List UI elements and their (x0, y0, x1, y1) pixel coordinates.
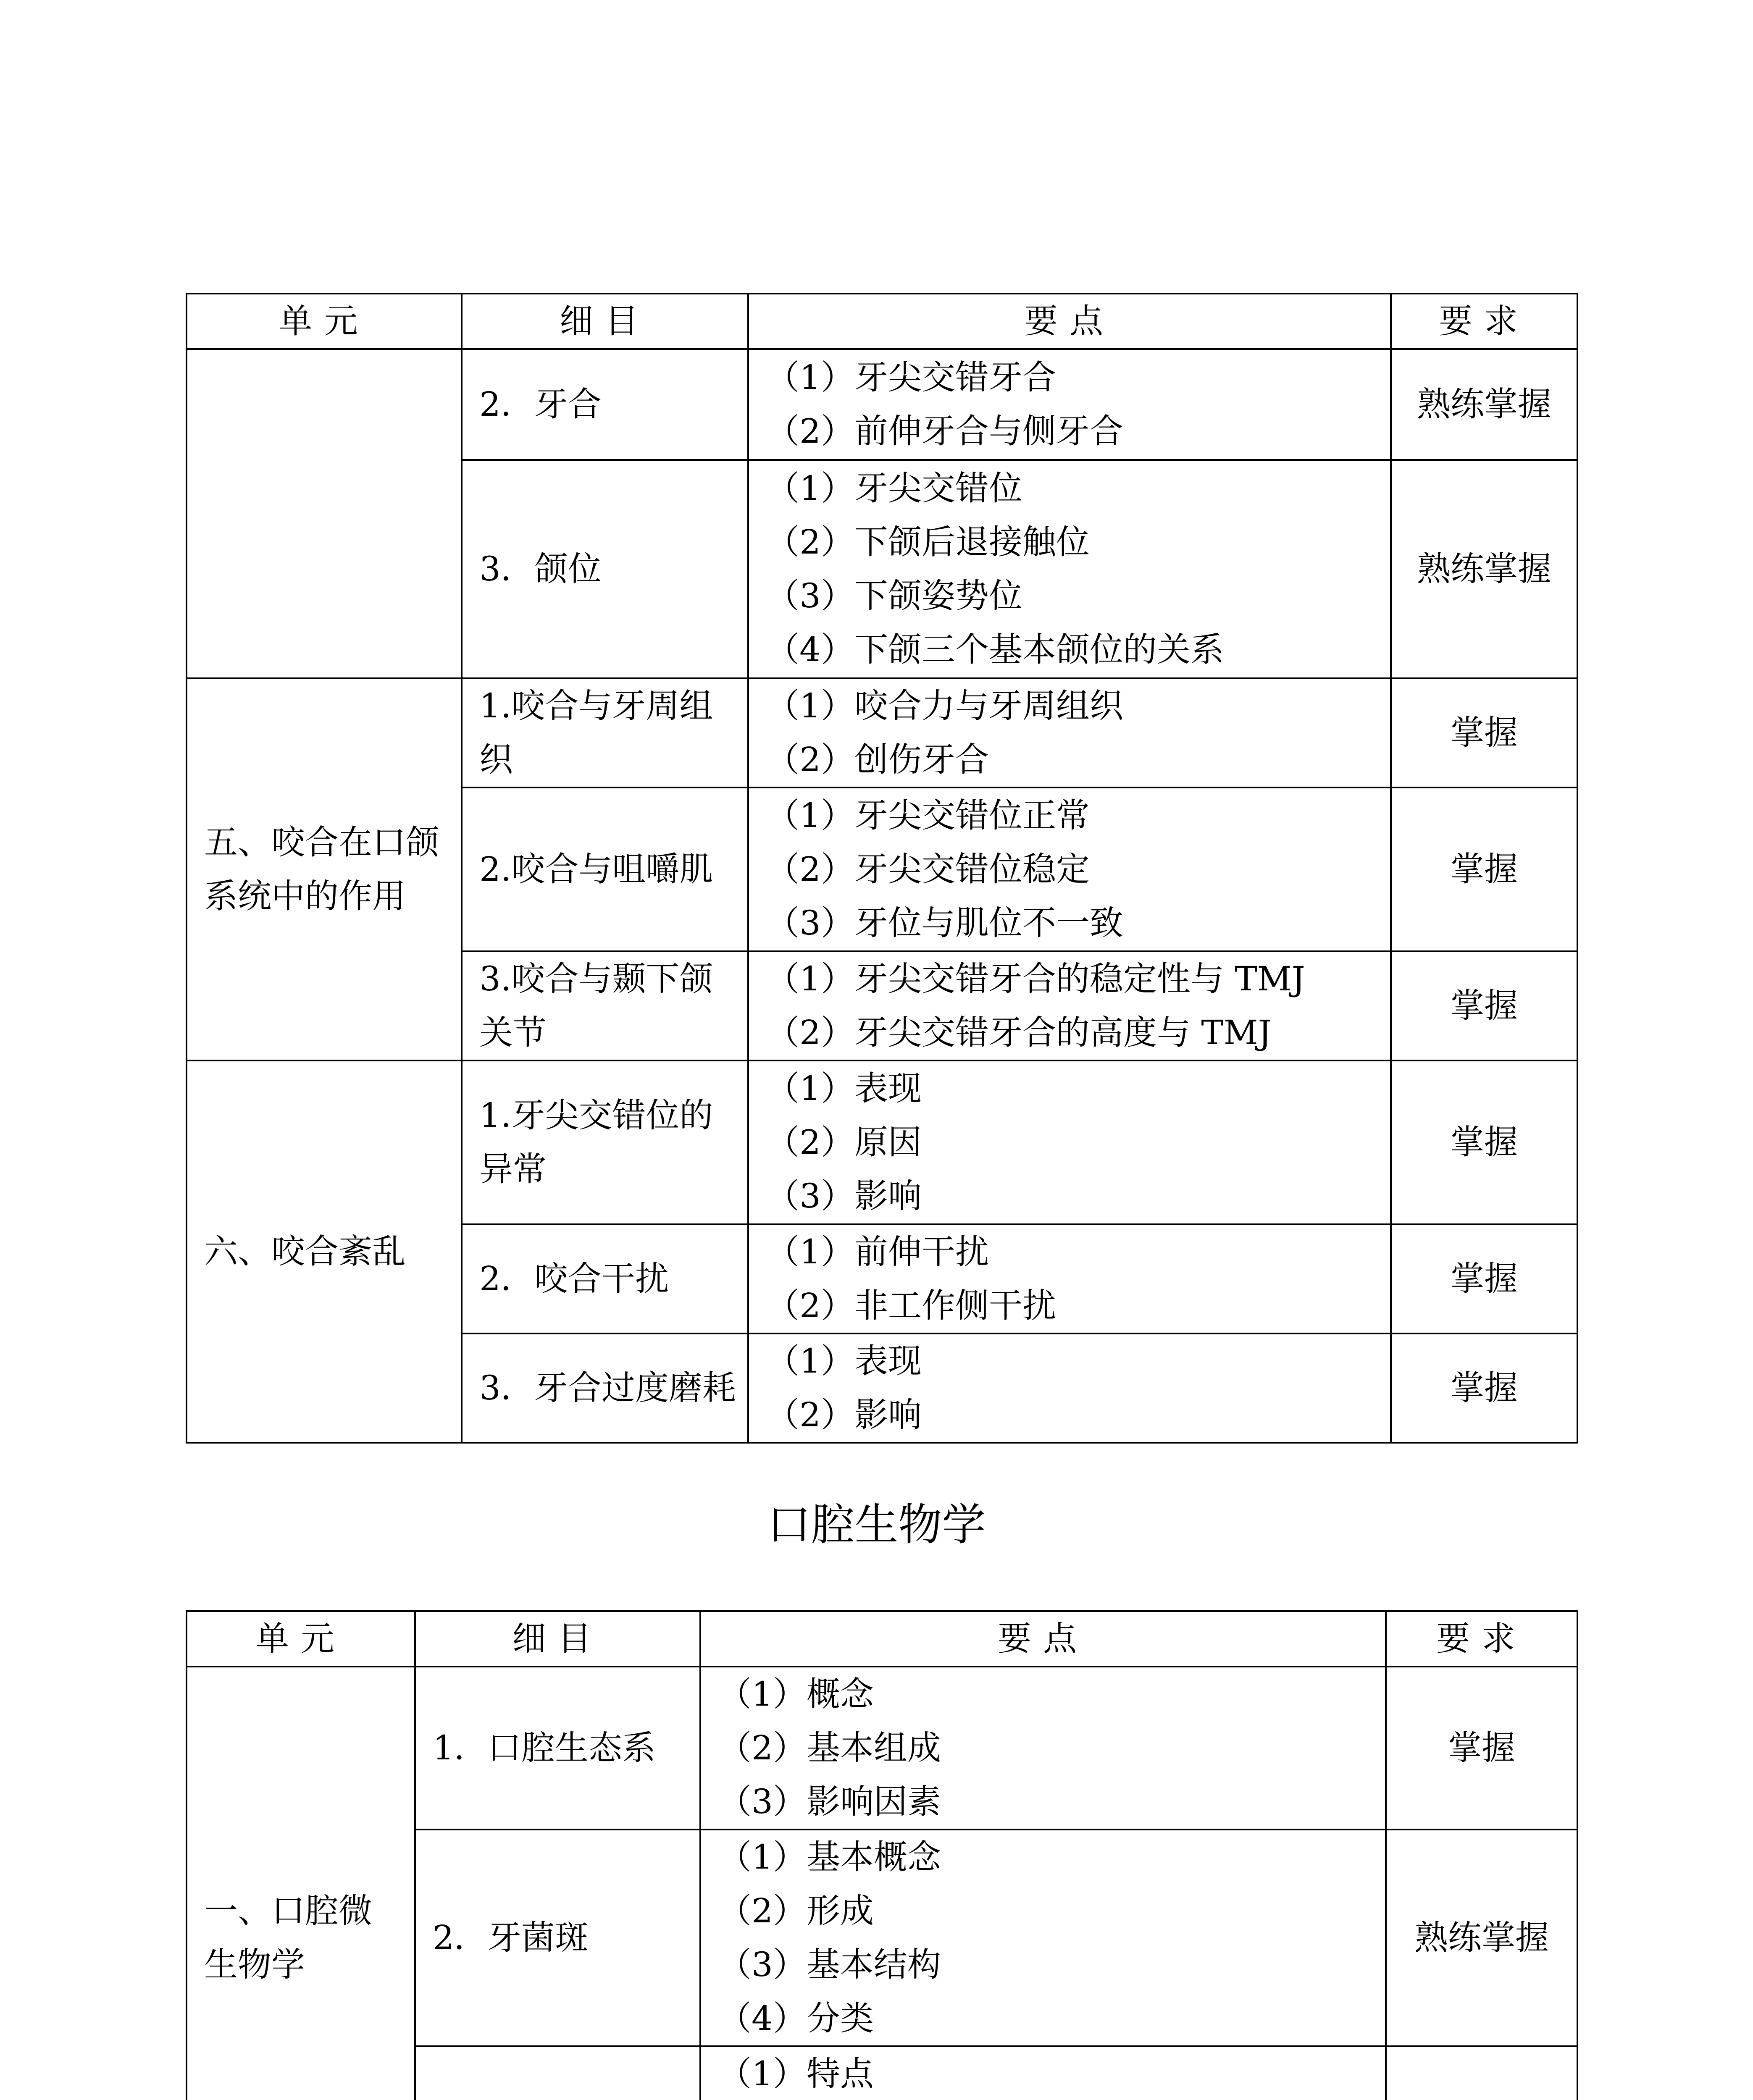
header-points: 要点 (700, 1611, 1386, 1667)
table-row (187, 1060, 1577, 1224)
points-cell (748, 1334, 1391, 1443)
point-item: （1）牙尖交错牙合 (766, 358, 1056, 397)
point-item: （2）原因 (766, 1123, 922, 1162)
header-unit: 单元 (187, 1611, 415, 1667)
points-cell (700, 2046, 1386, 2100)
point-item: （2）基本组成 (718, 1728, 941, 1767)
unit-cell: 一、口腔微生物学 (187, 1667, 415, 2100)
unit-cell: 六、咬合紊乱 (187, 1060, 462, 1443)
table-header-row (187, 294, 1577, 349)
detail-cell: 2.咬合与咀嚼肌 (462, 788, 748, 951)
point-item: （2）影响 (766, 1395, 922, 1434)
section-title: 口腔生物学 (767, 1499, 986, 1550)
point-item: （2）下颌后退接触位 (766, 522, 1090, 562)
detail-cell: 1.牙尖交错位的异常 (462, 1060, 748, 1224)
points-cell (748, 460, 1391, 678)
points-cell (748, 1060, 1391, 1224)
point-item: （4）分类 (718, 1999, 874, 2038)
requirement-cell (1386, 2046, 1577, 2100)
header-points: 要点 (748, 294, 1391, 349)
requirement-cell: 掌握 (1391, 678, 1577, 788)
points-cell (748, 678, 1391, 788)
requirement-cell: 掌握 (1391, 1224, 1577, 1334)
header-unit: 单元 (187, 294, 462, 349)
table-row (187, 1667, 1577, 1830)
point-item: （2）创伤牙合 (766, 740, 989, 779)
point-item: （1）咬合力与牙周组织 (766, 686, 1123, 725)
point-item: （1）概念 (718, 1675, 874, 1714)
point-item: （3）基本结构 (718, 1945, 941, 1984)
point-item: （1）前伸干扰 (766, 1232, 989, 1271)
header-requirement: 要求 (1386, 1611, 1577, 1667)
requirement-cell: 掌握 (1391, 1060, 1577, 1224)
point-item: （2）前伸牙合与侧牙合 (766, 412, 1123, 451)
point-item: （2）牙尖交错牙合的高度与 TMJ (766, 1013, 1272, 1052)
point-item: （2）非工作侧干扰 (766, 1286, 1056, 1325)
requirement-cell: 掌握 (1391, 1334, 1577, 1443)
detail-cell: 3.咬合与颞下颌关节 (462, 951, 748, 1060)
table-row (187, 678, 1577, 788)
points-cell (748, 1224, 1391, 1334)
outline-table-occlusion (186, 293, 1578, 1444)
detail-cell: 1．口腔生态系 (415, 1667, 700, 1830)
requirement-cell: 掌握 (1391, 788, 1577, 951)
point-item: （1）牙尖交错牙合的稳定性与 TMJ (766, 959, 1305, 998)
point-item: （3）影响 (766, 1176, 922, 1215)
points-cell (700, 1667, 1386, 1830)
header-detail: 细目 (415, 1611, 700, 1667)
requirement-cell: 熟练掌握 (1391, 349, 1577, 460)
point-item: （2）形成 (718, 1891, 874, 1930)
detail-cell: 2．牙菌斑 (415, 1830, 700, 2046)
detail-cell: 1.咬合与牙周组织 (462, 678, 748, 788)
detail-cell: 3．牙合过度磨耗 (462, 1334, 748, 1443)
requirement-cell: 掌握 (1386, 1667, 1577, 1830)
detail-cell (415, 2046, 700, 2100)
point-item: （1）牙尖交错位 (766, 469, 1022, 508)
point-item: （1）特点 (718, 2054, 874, 2093)
points-cell (748, 951, 1391, 1060)
point-item: （3）影响因素 (718, 1782, 941, 1821)
header-detail: 细目 (462, 294, 748, 349)
points-cell (748, 349, 1391, 460)
detail-cell: 3．颌位 (462, 460, 748, 678)
table-header-row (187, 1611, 1577, 1667)
point-item: （4）下颌三个基本颌位的关系 (766, 630, 1224, 669)
points-cell (700, 1830, 1386, 2046)
header-requirement: 要求 (1391, 294, 1577, 349)
point-item: （1）表现 (766, 1069, 922, 1108)
detail-cell: 2．咬合干扰 (462, 1224, 748, 1334)
point-item: （3）下颌姿势位 (766, 576, 1022, 615)
point-item: （2）牙尖交错位稳定 (766, 850, 1090, 889)
outline-table-oral-biology (186, 1610, 1578, 2100)
points-cell (748, 788, 1391, 951)
requirement-cell: 熟练掌握 (1391, 460, 1577, 678)
point-item: （1）基本概念 (718, 1838, 941, 1877)
point-item: （1）表现 (766, 1341, 922, 1381)
requirement-cell: 熟练掌握 (1386, 1830, 1577, 2046)
unit-cell (187, 349, 462, 678)
detail-cell: 2．牙合 (462, 349, 748, 460)
point-item: （3）牙位与肌位不一致 (766, 903, 1123, 942)
requirement-cell: 掌握 (1391, 951, 1577, 1060)
unit-cell: 五、咬合在口颌系统中的作用 (187, 678, 462, 1060)
table-row (187, 349, 1577, 460)
point-item: （1）牙尖交错位正常 (766, 796, 1090, 835)
